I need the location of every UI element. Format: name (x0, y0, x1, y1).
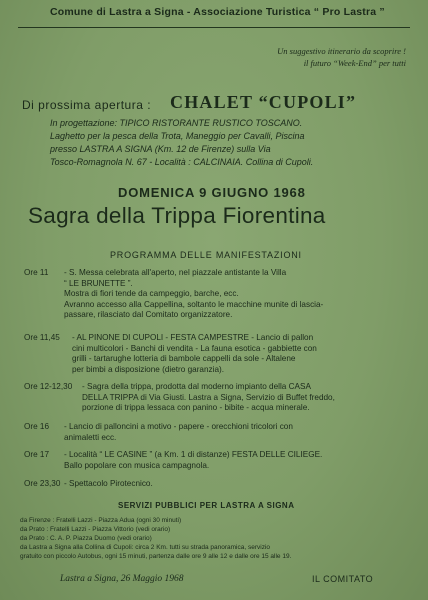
chalet-name: CHALET “CUPOLI” (170, 92, 357, 112)
program-time: Ore 12-12,30 (24, 382, 73, 391)
service-line: da Lastra a Signa alla Collina di Cupoli: circa 2 Km. tutti su strada panoramica, servizio (20, 544, 271, 551)
program-text: - S. Messa celebrata all'aperto, nel piazzale antistante la Villa “ LE BRUNETTE ”. Mostra di fiori tende da campeggio, barche, ecc. Avranno accesso alla Cappellina, soltanto le macchine munite di lascia- passare, rilasciato dal Comitato organizzatore. (64, 268, 324, 319)
services-heading: SERVIZI PUBBLICI PER LASTRA A SIGNA (118, 501, 295, 510)
footer-place-date: Lastra a Signa, 26 Maggio 1968 (60, 574, 184, 584)
service-line: gratuito con piccolo Autobus, ogni 15 minuti, partenza dalle ore 9 alle 12 e dalle ore 15 alle 19. (20, 553, 292, 560)
event-date: DOMENICA 9 GIUGNO 1968 (118, 185, 306, 200)
service-line: da Firenze : Fratelli Lazzi - Piazza Adua (ogni 30 minuti) (20, 517, 182, 524)
program-time: Ore 17 (24, 450, 50, 459)
header-rule (18, 27, 410, 28)
program-row (24, 268, 409, 321)
program-row (24, 479, 409, 490)
program-text: - Spettacolo Pirotecnico. (64, 479, 153, 488)
program-row (24, 450, 409, 471)
apertura-line-1: In progettazione: TIPICO RISTORANTE RUSTICO TOSCANO. (50, 118, 303, 128)
program-heading: PROGRAMMA DELLE MANIFESTAZIONI (110, 250, 302, 260)
program-time: Ore 11,45 (24, 333, 60, 342)
program-text: - Sagra della trippa, prodotta dal moderno impianto della CASA DELLA TRIPPA di Via Giusti. Lastra a Signa, Servizio di Buffet freddo, porzione di trippa lessaca con panino - bibite - acqua minerale. (82, 382, 335, 412)
program-time: Ore 11 (24, 268, 49, 277)
program-time: Ore 16 (24, 422, 50, 431)
apertura-line-3: presso LASTRA A SIGNA (Km. 12 de Firenze) sulla Via (50, 144, 271, 154)
apertura-label: Di prossima apertura : (22, 98, 152, 112)
footer-committee: IL COMITATO (312, 574, 374, 584)
apertura-line-2: Laghetto per la pesca della Trota, Maneggio per Cavalli, Piscina (50, 131, 305, 141)
program-row (24, 382, 409, 414)
program-text: - AL PINONE DI CUPOLI - FESTA CAMPESTRE - Lancio di pallon cini multicolori - Banchi di vendita - La fauna esotica - gabbiette con grilli - tartarughe lotteria di bambole cappelli da sole - Altalene per bimbi a disposizione (dietro garanzia). (72, 333, 317, 374)
header-org: Comune di Lastra a Signa - Associazione Turistica “ Pro Lastra ” (50, 6, 385, 18)
program-row (24, 333, 409, 375)
tagline-line-2: il futuro “Week-End” per tutti (303, 58, 406, 68)
program-row (24, 422, 409, 443)
program-text: - Lancio di palloncini a motivo - papere - orecchioni tricolori con animaletti ecc. (64, 422, 293, 442)
tagline-line-1: Un suggestivo itinerario da scoprire ! (277, 46, 406, 56)
event-title: Sagra della Trippa Fiorentina (28, 203, 326, 228)
service-line: da Prato : C. A. P. Piazza Duomo (vedi orario) (20, 535, 152, 542)
program-time: Ore 23,30 (24, 479, 61, 488)
program-text: - Località “ LE CASINE ” (a Km. 1 di distanze) FESTA DELLE CILIEGE. Ballo popolare con musica campagnola. (64, 450, 323, 470)
apertura-line-4: Tosco-Romagnola N. 67 - Località : CALCINAIA. Collina di Cupoli. (50, 157, 314, 167)
service-line: da Prato : Fratelli Lazzi - Piazza Vittorio (vedi orario) (20, 526, 171, 533)
